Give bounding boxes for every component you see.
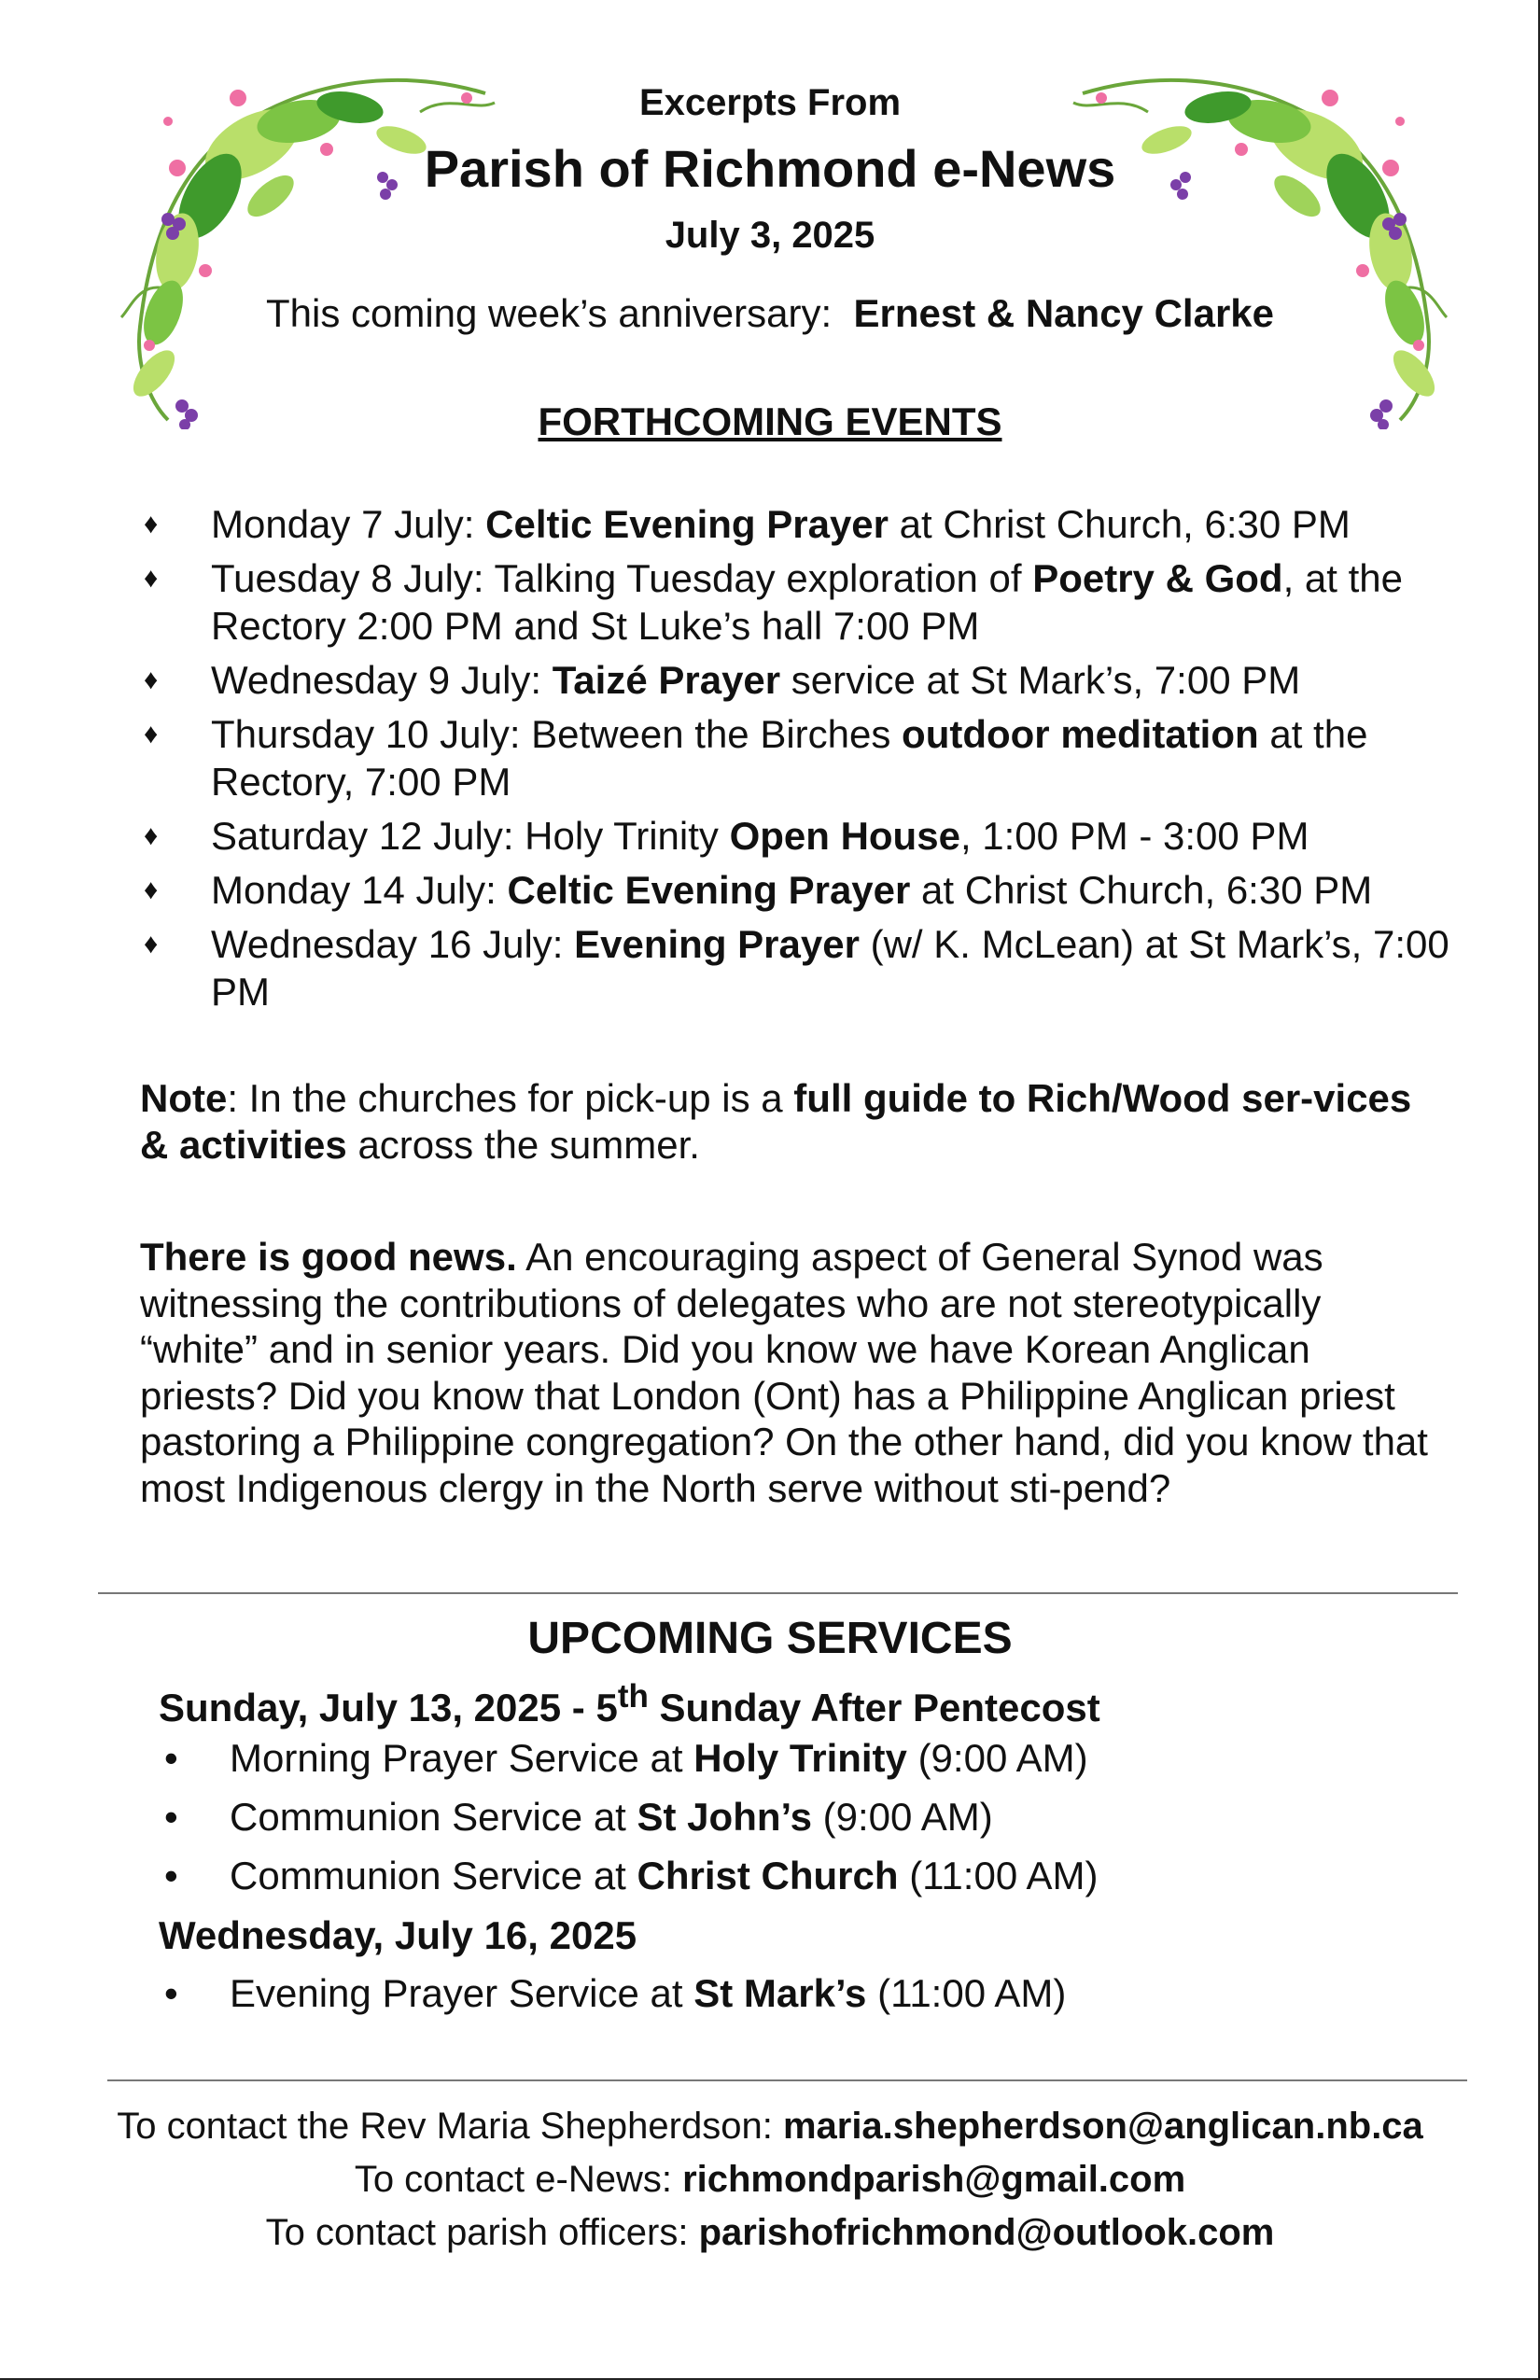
diamond-bullet-icon: ♦ (144, 929, 159, 959)
service-day-heading: Wednesday, July 16, 2025 (159, 1913, 637, 1957)
note-label: Note (140, 1076, 228, 1120)
bullet-icon: • (164, 1971, 178, 2015)
anniversary-label: This coming week’s anniversary: (265, 291, 833, 335)
contact-line-rector: To contact the Rev Maria Shepherdson: maria.shepherdson@anglican.nb.ca (117, 2106, 1423, 2147)
diamond-bullet-icon: ♦ (144, 875, 159, 905)
good-news-lead: There is good news. (140, 1235, 517, 1279)
service-list (159, 1964, 1447, 2023)
header-kicker: Excerpts From (638, 82, 902, 123)
rector-email-link[interactable]: maria.shepherdson@anglican.nb.ca (782, 2106, 1423, 2147)
section-divider (107, 2079, 1467, 2081)
diamond-bullet-icon: ♦ (144, 563, 159, 594)
diamond-bullet-icon: ♦ (144, 509, 159, 539)
services-heading: UPCOMING SERVICES (527, 1614, 1013, 1663)
bullet-icon: • (164, 1854, 178, 1897)
event-item: ♦ Tuesday 8 July: Talking Tuesday exploration of Poetry & God, at the Rectory 2:00 PM and St Luke’s hall 7:00 PM (144, 556, 1403, 648)
diamond-bullet-icon: ♦ (144, 665, 159, 695)
good-news-paragraph: There is good news. An encouraging aspect of General Synod was witnessing the contributions of delegates who are not stereotypically “white” and in senior years. Did you know we have Korean Anglican priests? Did you know that London (Ont) has a Philippine Anglican priest pastoring a Philippine congregation? On the other hand, did you know that most Indigenous clergy in the North serve without sti-pend? (140, 1235, 1428, 1510)
note-paragraph: Note: In the churches for pick-up is a full guide to Rich/Wood ser-vices & activities across the summer. (140, 1076, 1412, 1167)
service-item: • Communion Service at St John’s (9:00 AM) (159, 1787, 1447, 1846)
contact-line-officers: To contact parish officers: parishofrichmond@outlook.com (265, 2212, 1275, 2253)
service-list (159, 1729, 1447, 1905)
contact-line-enews: To contact e-News: richmondparish@gmail.com (354, 2159, 1186, 2200)
event-item: ♦ Wednesday 9 July: Taizé Prayer service at St Mark’s, 7:00 PM (144, 658, 1301, 702)
enews-email-link[interactable]: richmondparish@gmail.com (682, 2159, 1186, 2200)
anniversary-names: Ernest & Nancy Clarke (853, 291, 1275, 335)
service-item: • Communion Service at Christ Church (11:00 AM) (159, 1846, 1447, 1905)
event-item: ♦ Saturday 12 July: Holy Trinity Open House, 1:00 PM - 3:00 PM (144, 814, 1309, 858)
issue-date: July 3, 2025 (665, 215, 875, 256)
event-item: ♦ Monday 14 July: Celtic Evening Prayer at Christ Church, 6:30 PM (144, 868, 1373, 912)
event-item: ♦ Wednesday 16 July: Evening Prayer (w/ K. McLean) at St Mark’s, 7:00 PM (144, 922, 1449, 1014)
service-item: • Morning Prayer Service at Holy Trinity (9:00 AM) (159, 1729, 1447, 1787)
events-list (140, 500, 1465, 1022)
officers-email-link[interactable]: parishofrichmond@outlook.com (698, 2212, 1275, 2253)
bullet-icon: • (164, 1795, 178, 1839)
bullet-icon: • (164, 1736, 178, 1780)
event-item: ♦ Thursday 10 July: Between the Birches outdoor meditation at the Rectory, 7:00 PM (144, 712, 1368, 804)
section-divider (98, 1592, 1458, 1594)
service-item: • Evening Prayer Service at St Mark’s (11:00 AM) (159, 1964, 1447, 2023)
anniversary-line (0, 291, 1540, 336)
newsletter-title: Parish of Richmond e-News (424, 139, 1116, 198)
service-day-heading: Sunday, July 13, 2025 - 5th Sunday After Pentecost (159, 1678, 1100, 1729)
event-item: ♦ Monday 7 July: Celtic Evening Prayer at Christ Church, 6:30 PM (144, 502, 1351, 546)
diamond-bullet-icon: ♦ (144, 820, 159, 851)
events-heading: FORTHCOMING EVENTS (538, 399, 1002, 443)
diamond-bullet-icon: ♦ (144, 719, 159, 749)
